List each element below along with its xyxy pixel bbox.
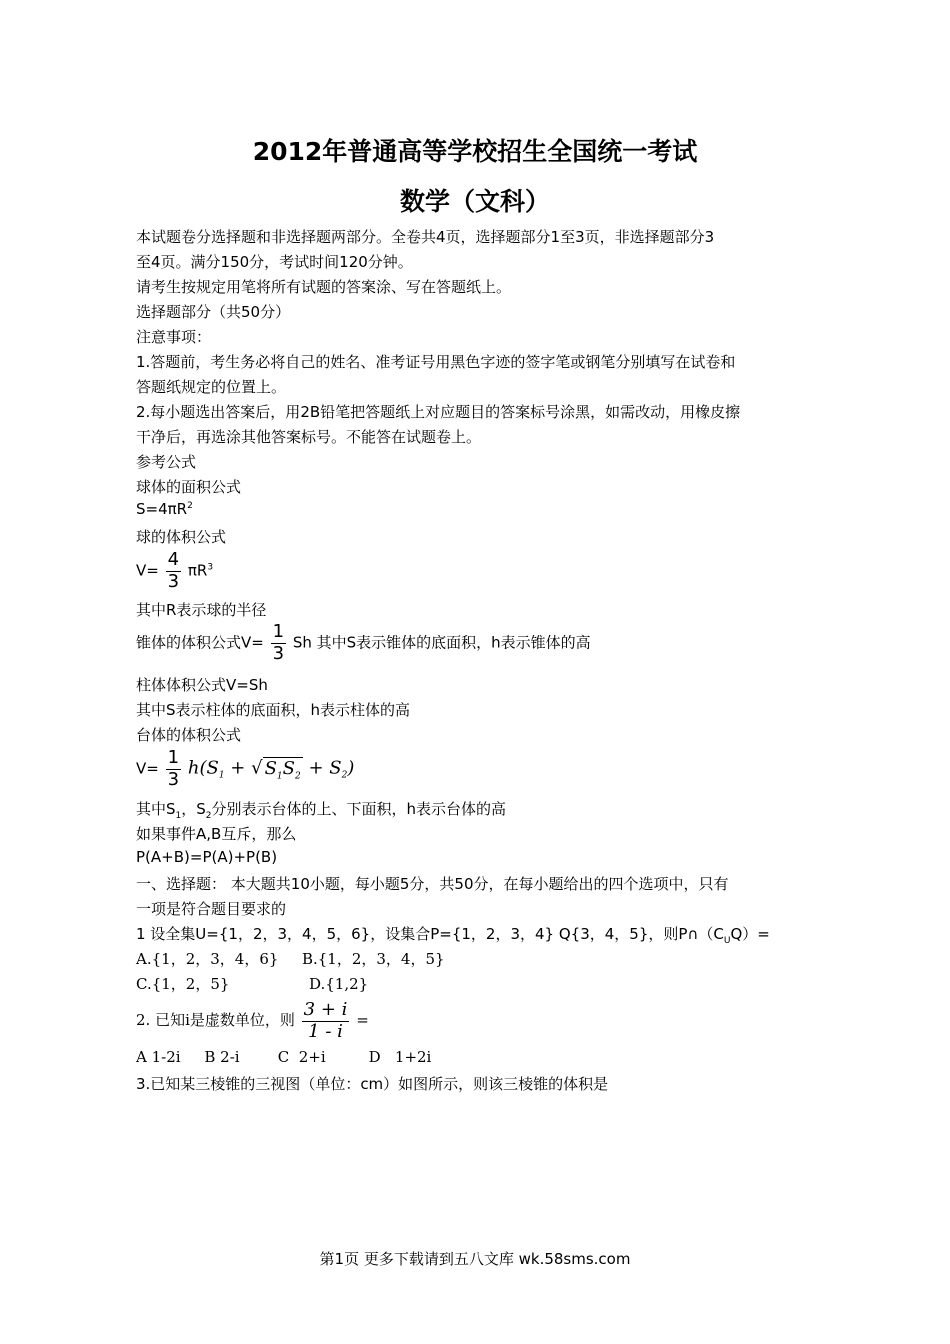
intro-line: 球体的面积公式 [136, 478, 242, 496]
sphere-volume-label: 球的体积公式 [136, 528, 227, 546]
section-heading: 一、选择题： 本大题共10小题，每小题5分，共50分，在每小题给出的四个选项中，只有 [136, 875, 729, 893]
option-d: D.{1,2} [309, 975, 369, 993]
exclusive-events: 如果事件A,B互斥，那么 [136, 825, 297, 843]
cone-volume-formula: 锥体的体积公式V= $\frac{1}{3}$ Sh 其中S表示锥体的底面积，h表示锥体的高 [136, 621, 591, 664]
section-heading: 一项是符合题目要求的 [136, 900, 287, 918]
question-1-stem: 1 设全集U={1，2，3，4，5，6}，设集合P={1，2，3，4} Q{3，4，5}，则$P\cap(C_UQ)=$ [136, 925, 770, 946]
intro-line: 选择题部分（共50分） [136, 303, 291, 321]
radius-note: 其中R表示球的半径 [136, 601, 267, 619]
prism-note: 其中S表示柱体的底面积，h表示柱体的高 [136, 701, 411, 719]
sphere-volume-formula: V= $\frac{4}{3}$ $\pi R^3$ [136, 549, 214, 592]
intro-line: 干净后，再选涂其他答案标号。不能答在试题卷上。 [136, 428, 482, 446]
probability-formula: P(A+B)=P(A)+P(B) [136, 848, 278, 866]
intro-line: 注意事项： [136, 328, 212, 346]
prism-volume-formula: 柱体体积公式V=Sh [136, 676, 268, 694]
option-a: A.{1，2，3，4，6} [136, 950, 279, 968]
frustum-volume-formula: V= $\frac{1}{3}$ $h(S_1$ + √ $S_1S_2 + S_2$) [136, 747, 355, 790]
question-2-options: A 1-2i B 2-i C 2+i D 1+2i [136, 1048, 432, 1066]
page-footer: 第1页 更多下载请到五八文库 wk.58sms.com [319, 1250, 631, 1268]
option-c: C.{1，2，5} [136, 975, 230, 993]
sphere-area-formula: $S=4\pi R^2$ [136, 500, 193, 518]
question-2-stem: 2. 已知i是虚数单位，则 $\frac{3 + i}{1 - i}$ = [136, 999, 369, 1042]
question-1-options-cd [136, 973, 368, 994]
intro-line: 请考生按规定用笔将所有试题的答案涂、写在答题纸上。 [136, 278, 512, 296]
option-b: B.{1，2，3，4，5} [301, 950, 445, 968]
exam-subtitle: 数学（文科） [399, 187, 550, 216]
frustum-label: 台体的体积公式 [136, 726, 242, 744]
question-1-options-ab [136, 948, 445, 969]
exam-title: 2012年普通高等学校招生全国统一考试 [252, 137, 698, 166]
frustum-note: 其中$S_1$，$S_2$分别表示台体的上、下面积，h表示台体的高 [136, 800, 507, 821]
intro-line: 答题纸规定的位置上。 [136, 378, 287, 396]
intro-line: 1.答题前，考生务必将自己的姓名、准考证号用黑色字迹的签字笔或钢笔分别填写在试卷和 [136, 353, 736, 371]
intro-line: 本试题卷分选择题和非选择题两部分。全卷共4页，选择题部分1至3页，非选择题部分3 [136, 228, 715, 246]
intro-line: 2.每小题选出答案后，用2B铅笔把答题纸上对应题目的答案标号涂黑，如需改动，用橡皮擦 [136, 403, 741, 421]
question-3-stem: 3.已知某三棱锥的三视图（单位：cm）如图所示，则该三棱锥的体积是 [136, 1075, 609, 1093]
intro-line: 参考公式 [136, 453, 197, 471]
intro-line: 至4页。满分150分，考试时间120分钟。 [136, 253, 413, 271]
